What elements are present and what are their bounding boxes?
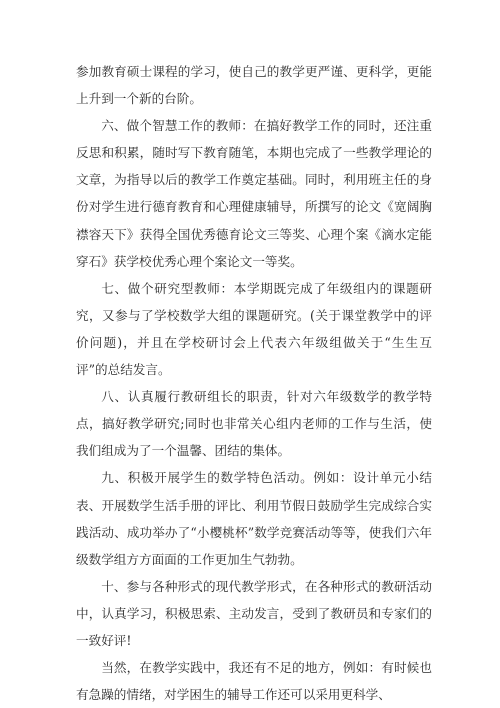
document-body (76, 58, 432, 708)
paragraph-nine-math-activities: 九、积极开展学生的数学特色活动。例如：设计单元小结表、开展数学生活手册的评比、利用节假日鼓励学生完成综合实践活动、成功举办了“小樱桃杯”数学竞赛活动等等，使我们六年级数学组方方面面的工作更加生气勃勃。 (76, 470, 432, 567)
paragraph-shortcomings: 当然，在教学实践中，我还有不足的地方，例如：有时候也有急躁的情绪，对学困生的辅导工作还可以采用更科学、 (76, 660, 432, 703)
paragraph-ten-teaching-forms: 十、参与各种形式的现代教学形式，在各种形式的教研活动中，认真学习，积极思索、主动发言，受到了教研员和专家们的一致好评! (76, 578, 432, 648)
paragraph-continuation: 参加教育硕士课程的学习，使自己的教学更严谨、更科学，更能上升到一个新的台阶。 (76, 64, 432, 107)
paragraph-eight-group-leader: 八、认真履行教研组长的职责，针对六年级数学的教学特点，搞好教学研究;同时也非常关心组内老师的工作与生活，使我们组成为了一个温馨、团结的集体。 (76, 389, 432, 459)
paragraph-six-smart-teacher: 六、做个智慧工作的教师：在搞好教学工作的同时，还注重反思和积累，随时写下教育随笔，本期也完成了一些教学理论的文章，为指导以后的教学工作奠定基础。同时，利用班主任的身份对学生进行德育教育和心理健康辅导，所撰写的论文《宽阔胸襟容天下》获得全国优秀德育论文三等奖、心理个案《滴水定能穿石》获学校优秀心理个案论文一等奖。 (76, 118, 432, 269)
paragraph-seven-research-teacher: 七、做个研究型教师：本学期既完成了年级组内的课题研究，又参与了学校数学大组的课题研究。(关于课堂教学中的评价问题)，并且在学校研讨会上代表六年级组做关于“生生互评”的总结发言。 (76, 280, 432, 378)
